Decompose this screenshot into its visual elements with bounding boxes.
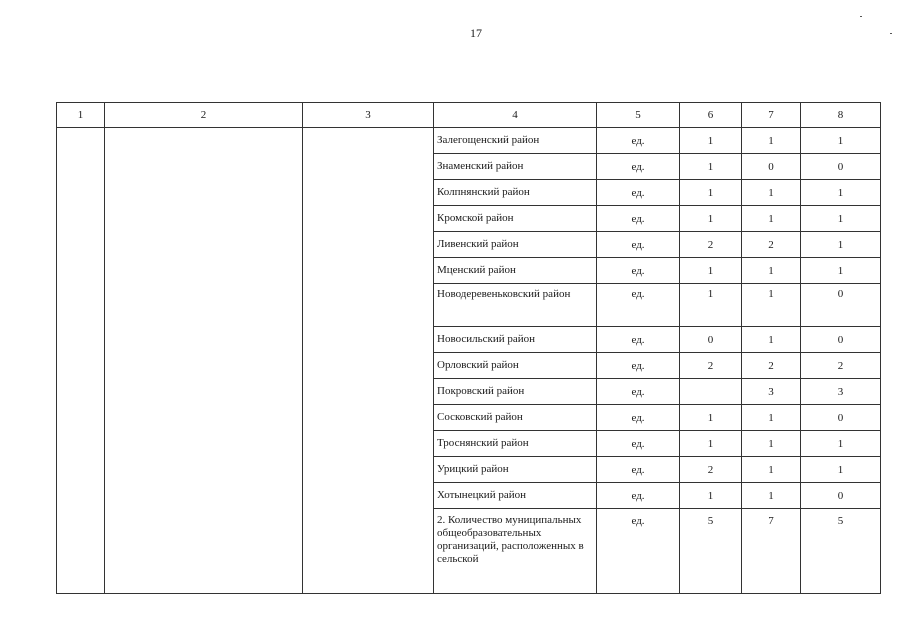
value-cell-6: 1	[680, 284, 742, 327]
district-name: Мценский район	[434, 258, 597, 284]
value-cell-7: 1	[742, 405, 801, 431]
unit-cell: ед.	[597, 128, 680, 154]
value-cell-8: 0	[801, 284, 881, 327]
table-row	[57, 128, 881, 154]
district-name: Урицкий район	[434, 457, 597, 483]
header-row	[57, 103, 881, 128]
value-cell-8: 1	[801, 232, 881, 258]
header-cell-2: 2	[105, 103, 303, 128]
unit-cell: ед.	[597, 258, 680, 284]
value-cell-7: 1	[742, 128, 801, 154]
value-cell-8: 1	[801, 206, 881, 232]
value-cell-7: 1	[742, 206, 801, 232]
value-cell-7: 1	[742, 180, 801, 206]
value-cell-8: 0	[801, 327, 881, 353]
district-name: Новосильский район	[434, 327, 597, 353]
value-cell-7: 1	[742, 284, 801, 327]
value-cell-6: 1	[680, 431, 742, 457]
unit-cell: ед.	[597, 509, 680, 594]
value-cell-7: 1	[742, 483, 801, 509]
value-cell-8: 0	[801, 405, 881, 431]
indicator-name: 2. Количество муниципальных общеобразовательных организаций, расположенных в сельской	[434, 509, 597, 594]
value-cell-7: 3	[742, 379, 801, 405]
district-name: Орловский район	[434, 353, 597, 379]
value-cell-6: 5	[680, 509, 742, 594]
col1-merged-cell	[57, 128, 105, 594]
unit-cell: ед.	[597, 206, 680, 232]
unit-cell: ед.	[597, 483, 680, 509]
district-name: Хотынецкий район	[434, 483, 597, 509]
value-cell-6: 2	[680, 457, 742, 483]
district-name: Покровский район	[434, 379, 597, 405]
value-cell-8: 3	[801, 379, 881, 405]
value-cell-8: 1	[801, 258, 881, 284]
value-cell-8: 1	[801, 431, 881, 457]
value-cell-8: 1	[801, 180, 881, 206]
unit-cell: ед.	[597, 457, 680, 483]
district-name: Залегощенский район	[434, 128, 597, 154]
value-cell-8: 0	[801, 154, 881, 180]
unit-cell: ед.	[597, 327, 680, 353]
value-cell-6: 1	[680, 128, 742, 154]
unit-cell: ед.	[597, 431, 680, 457]
value-cell-8: 5	[801, 509, 881, 594]
value-cell-7: 2	[742, 353, 801, 379]
district-name: Новодеревеньковский район	[434, 284, 597, 327]
value-cell-6: 1	[680, 206, 742, 232]
value-cell-7: 7	[742, 509, 801, 594]
district-name: Сосковский район	[434, 405, 597, 431]
district-name: Кромской район	[434, 206, 597, 232]
value-cell-6: 1	[680, 258, 742, 284]
header-cell-5: 5	[597, 103, 680, 128]
value-cell-8: 0	[801, 483, 881, 509]
value-cell-6: 2	[680, 353, 742, 379]
value-cell-6: 0	[680, 327, 742, 353]
district-name: Троснянский район	[434, 431, 597, 457]
header-cell-7: 7	[742, 103, 801, 128]
header-cell-6: 6	[680, 103, 742, 128]
value-cell-7: 1	[742, 457, 801, 483]
scan-speck	[860, 16, 862, 17]
value-cell-7: 1	[742, 431, 801, 457]
value-cell-6: 1	[680, 180, 742, 206]
value-cell-8: 2	[801, 353, 881, 379]
header-cell-1: 1	[57, 103, 105, 128]
value-cell-6	[680, 379, 742, 405]
value-cell-6: 1	[680, 483, 742, 509]
unit-cell: ед.	[597, 232, 680, 258]
scan-speck	[890, 33, 892, 34]
value-cell-6: 1	[680, 154, 742, 180]
value-cell-7: 1	[742, 258, 801, 284]
unit-cell: ед.	[597, 353, 680, 379]
unit-cell: ед.	[597, 284, 680, 327]
data-table	[56, 102, 881, 594]
district-name: Колпнянский район	[434, 180, 597, 206]
district-name: Знаменский район	[434, 154, 597, 180]
value-cell-7: 2	[742, 232, 801, 258]
page-number: 17	[470, 26, 482, 40]
value-cell-7: 0	[742, 154, 801, 180]
value-cell-8: 1	[801, 457, 881, 483]
unit-cell: ед.	[597, 379, 680, 405]
unit-cell: ед.	[597, 154, 680, 180]
header-cell-8: 8	[801, 103, 881, 128]
district-name: Ливенский район	[434, 232, 597, 258]
unit-cell: ед.	[597, 180, 680, 206]
value-cell-7: 1	[742, 327, 801, 353]
header-cell-4: 4	[434, 103, 597, 128]
value-cell-6: 2	[680, 232, 742, 258]
unit-cell: ед.	[597, 405, 680, 431]
col2-merged-cell	[105, 128, 303, 594]
col3-merged-cell	[303, 128, 434, 594]
header-cell-3: 3	[303, 103, 434, 128]
value-cell-8: 1	[801, 128, 881, 154]
value-cell-6: 1	[680, 405, 742, 431]
